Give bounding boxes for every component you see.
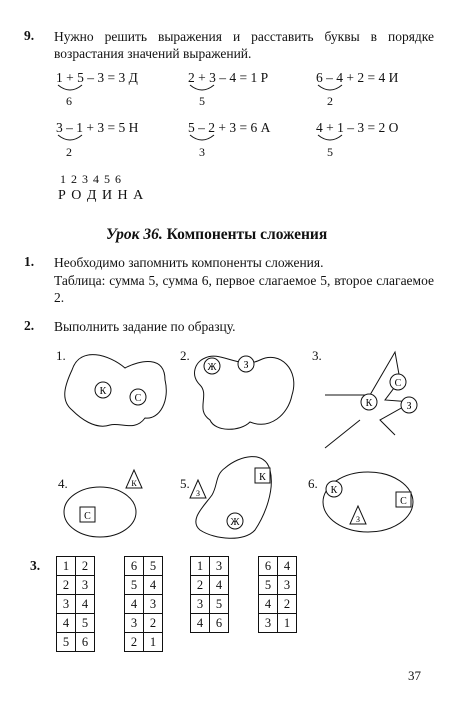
expression-1: 1 + 5 – 3 = 3 Д [56, 70, 138, 85]
task1-number: 1. [24, 254, 35, 269]
table3-cell: 3 [210, 557, 229, 576]
table4-cell: 1 [278, 614, 297, 633]
task3-number: 3. [30, 558, 41, 573]
task2-number: 2. [24, 318, 35, 333]
expression-3: 6 – 4 + 2 = 4 И [316, 70, 399, 85]
table1-cell: 5 [76, 614, 95, 633]
expression-5: 5 – 2 + 3 = 6 А [188, 120, 271, 135]
figure-3-letter-z: З [406, 401, 412, 412]
table1-cell: 4 [57, 614, 76, 633]
expression-3-sub: 2 [327, 94, 333, 108]
figure-2-label: 2. [180, 348, 190, 363]
table1-cell: 6 [76, 633, 95, 652]
figure-1-shape [65, 355, 167, 427]
lesson-name: Компоненты сложения [166, 226, 328, 243]
table2-cell: 5 [125, 576, 144, 595]
figure-3-letter-s: С [394, 378, 402, 389]
task9-text: Нужно решить выражения и расставить буквы в порядке возрастания значений выражений. [54, 29, 434, 61]
number-table-4 [258, 556, 297, 633]
expression-5-sub: 3 [199, 145, 205, 159]
table1-cell: 5 [57, 633, 76, 652]
table2-cell: 6 [125, 557, 144, 576]
figure-4-shape [64, 487, 136, 537]
task9-number: 9. [24, 28, 35, 43]
figure-6-letter-z: З [355, 515, 361, 524]
expression-2-sub: 5 [199, 94, 205, 108]
table4-cell: 4 [259, 595, 278, 614]
table4-cell: 2 [278, 595, 297, 614]
number-table-3 [190, 556, 229, 633]
table3-cell: 4 [191, 614, 210, 633]
figure-6-label: 6. [308, 476, 318, 491]
table3-cell: 6 [210, 614, 229, 633]
table1-cell: 4 [76, 595, 95, 614]
expression-4: 3 – 1 + 3 = 5 Н [56, 120, 139, 135]
table2-cell: 2 [125, 633, 144, 652]
table1-cell: 3 [57, 595, 76, 614]
table4-cell: 3 [259, 614, 278, 633]
table4-cell: 3 [278, 576, 297, 595]
table1-cell: 3 [76, 576, 95, 595]
table2-cell: 3 [125, 614, 144, 633]
expression-2: 2 + 3 – 4 = 1 Р [188, 70, 269, 85]
table3-cell: 4 [210, 576, 229, 595]
lesson-prefix: Урок 36. [106, 226, 163, 243]
answer-word: Р О Д И Н А [58, 188, 145, 203]
table1-cell: 1 [57, 557, 76, 576]
table1-cell: 2 [76, 557, 95, 576]
figure-5-letter-k: К [259, 472, 266, 483]
table2-cell: 4 [125, 595, 144, 614]
expression-6: 4 + 1 – 3 = 2 О [316, 120, 399, 135]
figure-1-letter-s: С [134, 393, 142, 404]
figure-5-letter-zh: Ж [230, 517, 240, 528]
table3-cell: 2 [191, 576, 210, 595]
figure-6-letter-s: С [400, 496, 407, 507]
figure-5-label: 5. [180, 476, 190, 491]
figure-3-letter-k: К [365, 398, 373, 409]
table4-cell: 6 [259, 557, 278, 576]
figures-drawing [0, 340, 456, 550]
table2-cell: 3 [144, 595, 163, 614]
figure-3-label: 3. [312, 348, 322, 363]
task1-line2: Таблица: сумма 5, сумма 6, первое слагаемое 5, второе слагаемое 2. [54, 273, 434, 305]
table2-cell: 4 [144, 576, 163, 595]
table4-cell: 5 [259, 576, 278, 595]
table3-cell: 1 [191, 557, 210, 576]
lesson-title [106, 226, 327, 244]
task2-text: Выполнить задание по образцу. [54, 319, 236, 334]
expression-4-sub: 2 [66, 145, 72, 159]
table4-cell: 4 [278, 557, 297, 576]
table3-cell: 5 [210, 595, 229, 614]
order-numbers: 1 2 3 4 5 6 [60, 172, 122, 186]
figure-5-letter-z: З [195, 489, 201, 498]
figure-1-letter-k: К [99, 386, 107, 397]
table2-cell: 5 [144, 557, 163, 576]
figure-2-letter-z: З [243, 360, 249, 371]
page-number: 37 [408, 668, 421, 683]
table2-cell: 1 [144, 633, 163, 652]
figure-2-letter-zh: Ж [207, 362, 217, 373]
figure-4-label: 4. [58, 476, 68, 491]
table2-cell: 2 [144, 614, 163, 633]
number-table-2 [124, 556, 163, 652]
figure-4-letter-s: С [84, 511, 91, 522]
expression-6-sub: 5 [327, 145, 333, 159]
expression-1-sub: 6 [66, 94, 72, 108]
figure-1-label: 1. [56, 348, 66, 363]
task1-line1: Необходимо запомнить компоненты сложения. [54, 255, 324, 270]
figure-4-letter-k: К [131, 479, 137, 488]
number-table-1 [56, 556, 95, 652]
table3-cell: 3 [191, 595, 210, 614]
figure-6-letter-k: К [330, 485, 338, 496]
table1-cell: 2 [57, 576, 76, 595]
